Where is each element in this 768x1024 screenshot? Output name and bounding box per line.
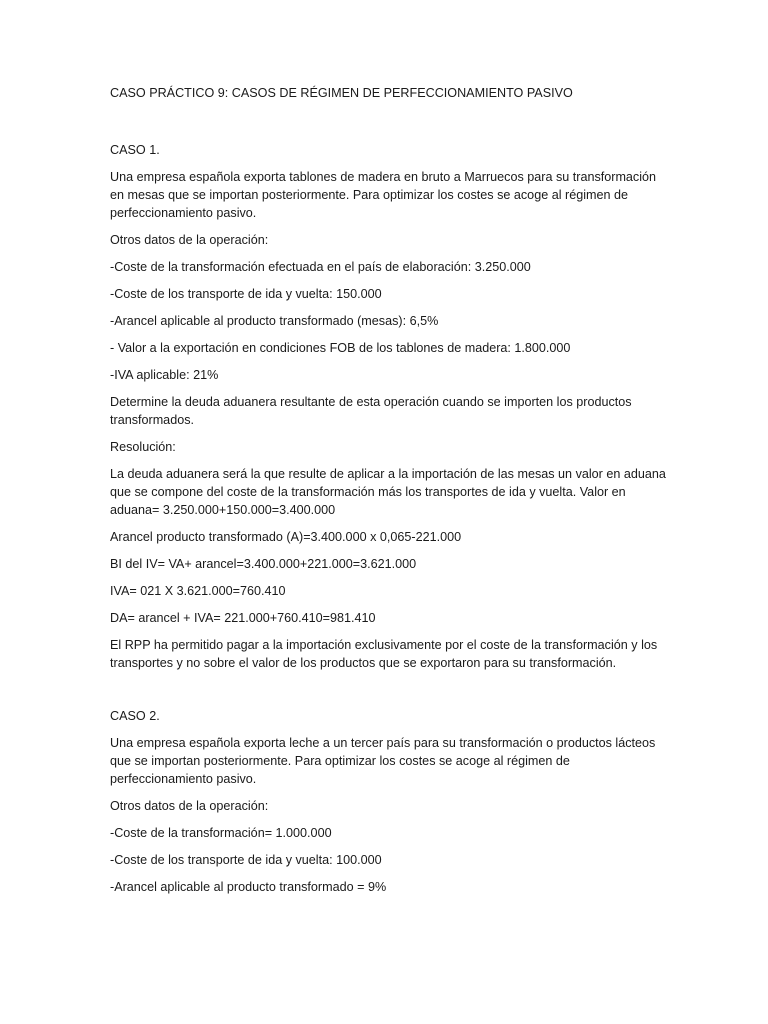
case1-item-transformation-cost: -Coste de la transformación efectuada en el país de elaboración: 3.250.000 bbox=[110, 260, 531, 274]
case1-item-tariff: -Arancel aplicable al producto transformado (mesas): 6,5% bbox=[110, 314, 439, 328]
case1-resolution-text: La deuda aduanera será la que resulte de aplicar a la importación de las mesas un valor en aduana que se compone del coste de la transformación más los transportes de ida y vuelta. Valor en aduana= 3.250.000+150.000=3.400.000 bbox=[110, 467, 666, 517]
case2-item-tariff: -Arancel aplicable al producto transformado = 9% bbox=[110, 880, 387, 894]
case2-item-transformation-cost: -Coste de la transformación= 1.000.000 bbox=[110, 826, 332, 840]
case2-intro: Una empresa española exporta leche a un tercer país para su transformación o productos lácteos que se importan posteriormente. Para optimizar los costes se acoge al régimen de perfeccionamiento pasivo. bbox=[110, 736, 656, 786]
case1-heading: CASO 1. bbox=[110, 143, 160, 157]
case2-heading: CASO 2. bbox=[110, 709, 160, 723]
case1-calc-da: DA= arancel + IVA= 221.000+760.410=981.410 bbox=[110, 611, 376, 625]
case1-question: Determine la deuda aduanera resultante de esta operación cuando se importen los productos transformados. bbox=[110, 395, 632, 427]
case2-other-data-label: Otros datos de la operación: bbox=[110, 799, 269, 813]
case1-item-vat: -IVA aplicable: 21% bbox=[110, 368, 219, 382]
case1-calc-iva: IVA= 021 X 3.621.000=760.410 bbox=[110, 584, 286, 598]
case1-other-data-label: Otros datos de la operación: bbox=[110, 233, 269, 247]
case1-item-fob-value: - Valor a la exportación en condiciones FOB de los tablones de madera: 1.800.000 bbox=[110, 341, 571, 355]
case1-resolution-label: Resolución: bbox=[110, 440, 176, 454]
document-title: CASO PRÁCTICO 9: CASOS DE RÉGIMEN DE PERFECCIONAMIENTO PASIVO bbox=[110, 86, 573, 100]
case1-conclusion: El RPP ha permitido pagar a la importación exclusivamente por el coste de la transformación y los transportes y no sobre el valor de los productos que se exportaron para su transformación. bbox=[110, 638, 658, 670]
case1-item-transport-cost: -Coste de los transporte de ida y vuelta: 150.000 bbox=[110, 287, 382, 301]
case1-calc-arancel: Arancel producto transformado (A)=3.400.000 x 0,065-221.000 bbox=[110, 530, 462, 544]
case2-item-transport-cost: -Coste de los transporte de ida y vuelta: 100.000 bbox=[110, 853, 382, 867]
case1-intro: Una empresa española exporta tablones de madera en bruto a Marruecos para su transformación en mesas que se importan posteriormente. Para optimizar los costes se acoge al régimen de perfeccionamiento pasivo. bbox=[110, 170, 657, 220]
case1-calc-bi: BI del IV= VA+ arancel=3.400.000+221.000=3.621.000 bbox=[110, 557, 417, 571]
document-body bbox=[110, 84, 670, 905]
